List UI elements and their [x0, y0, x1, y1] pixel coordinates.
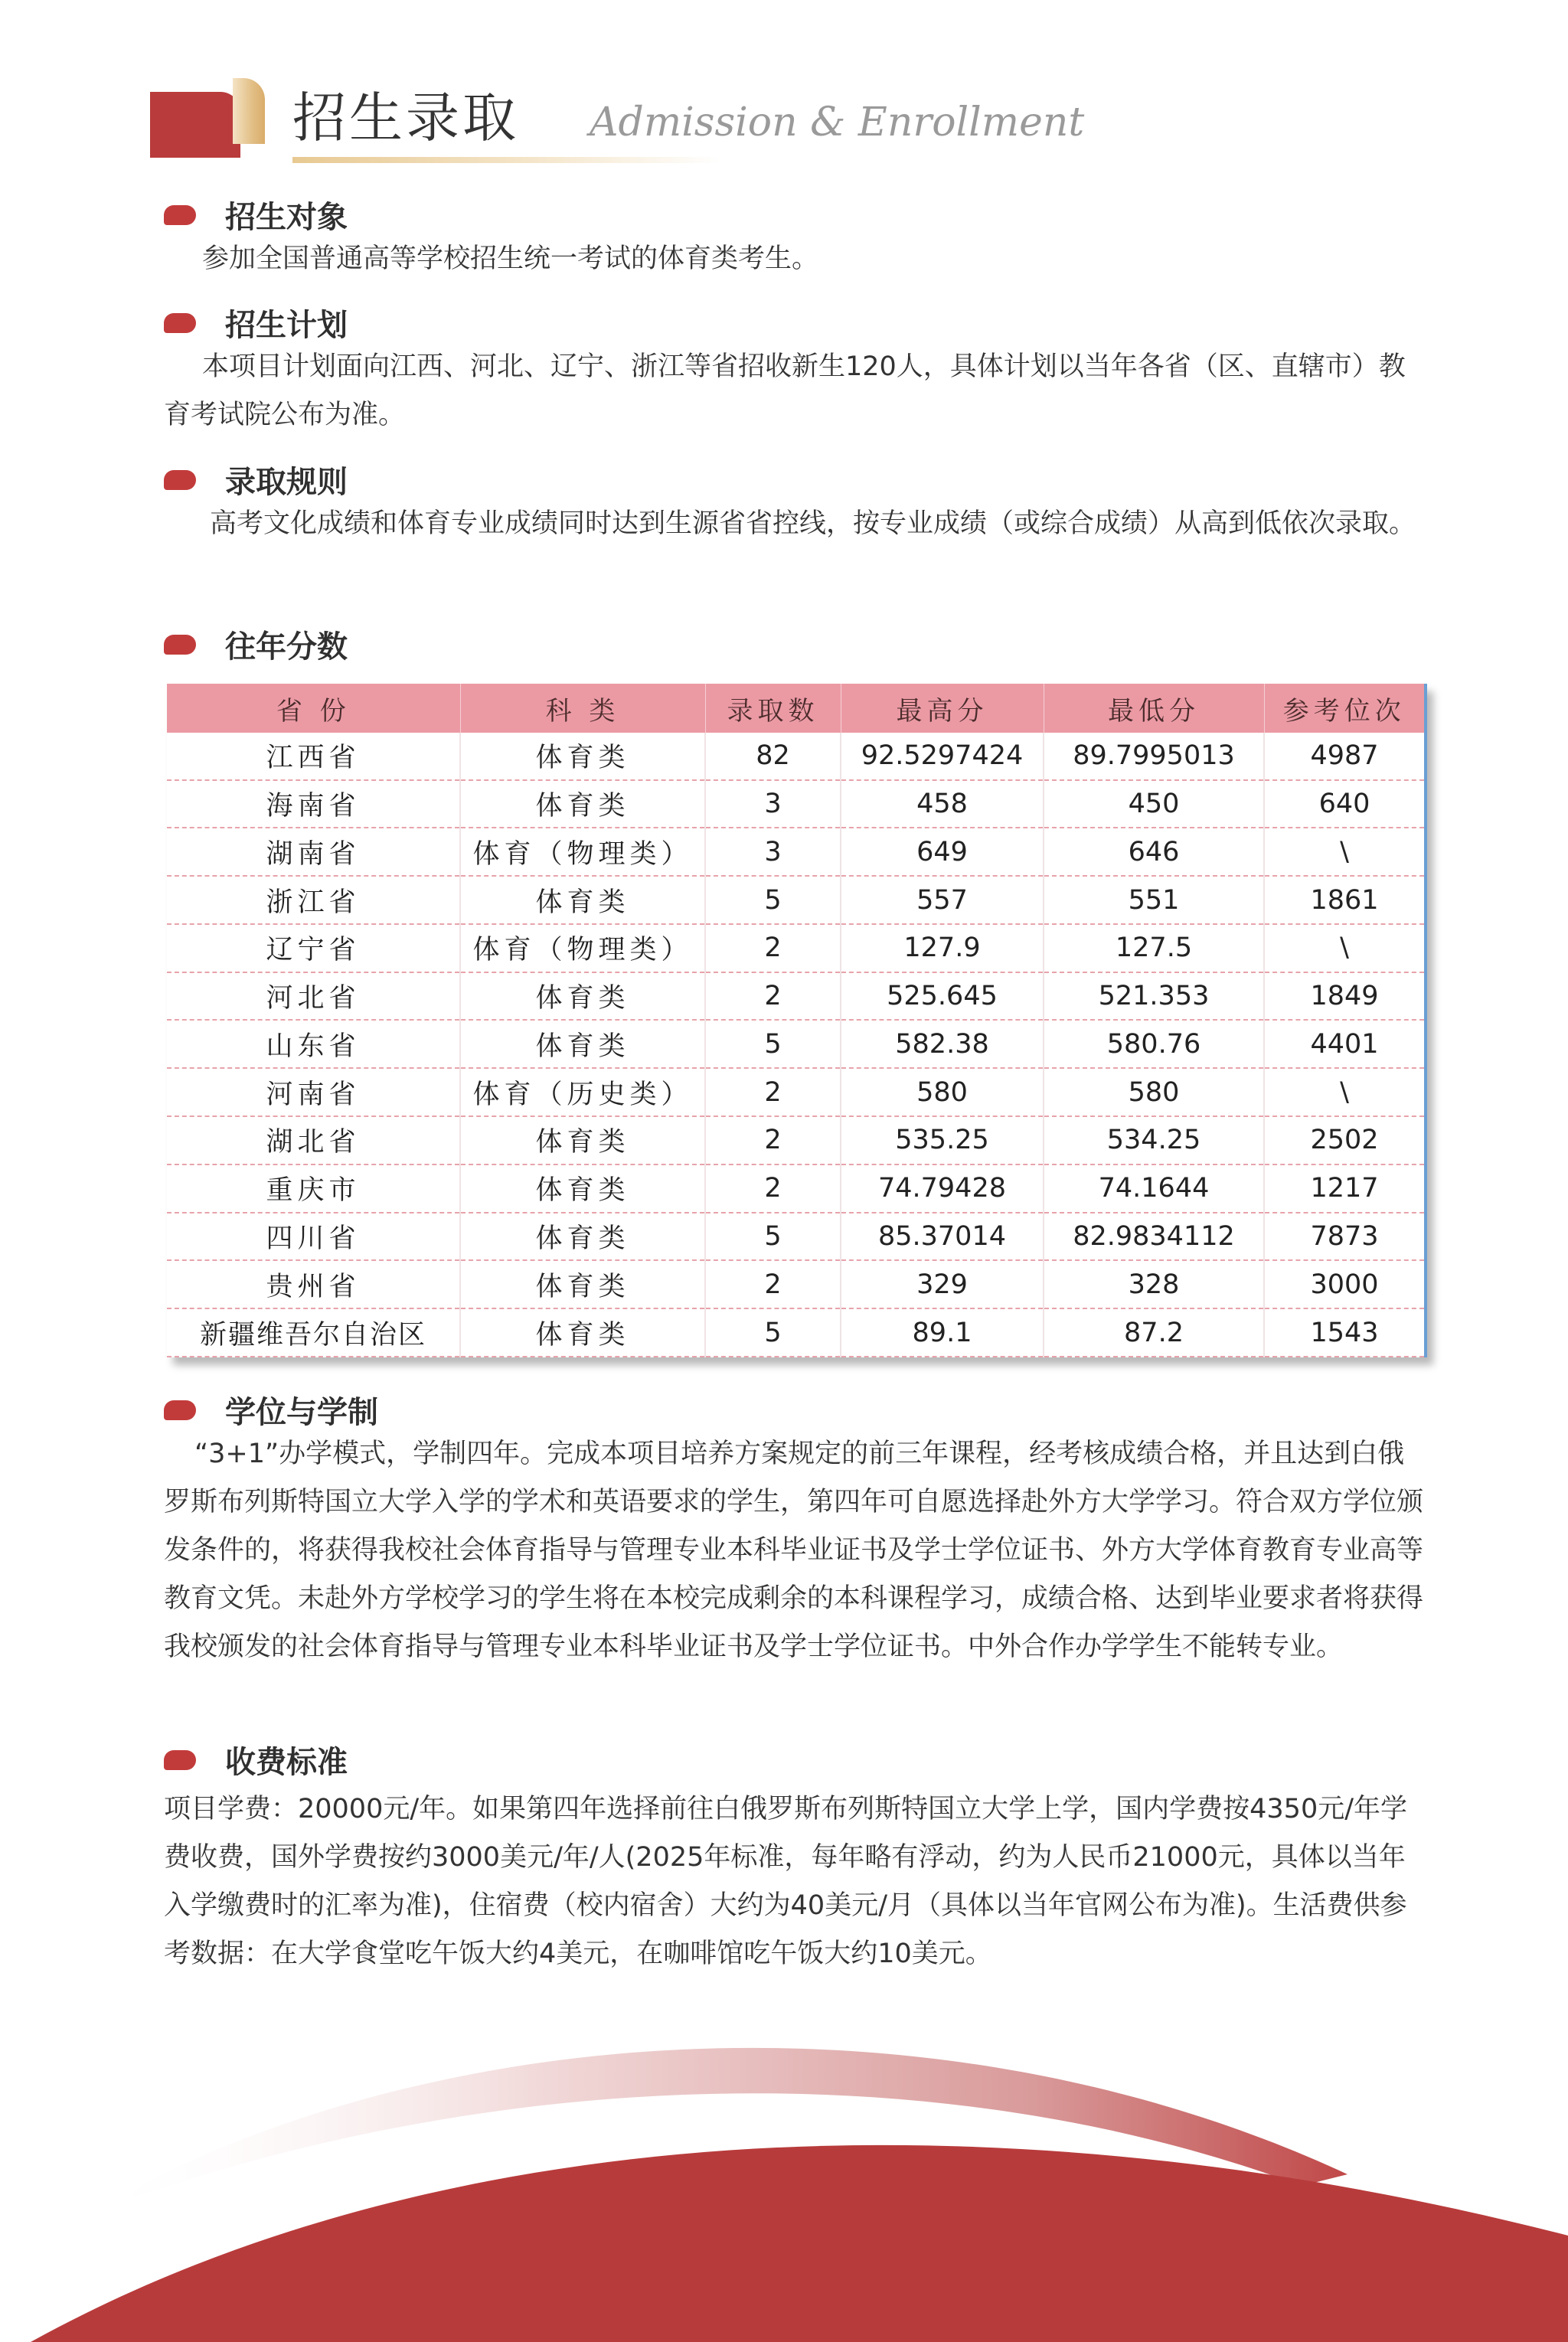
cell-min-score: 82.9834112 — [1044, 1213, 1264, 1261]
cell-rank: 1849 — [1264, 972, 1424, 1021]
table-row — [167, 1068, 1424, 1116]
cell-admitted: 5 — [705, 1020, 841, 1068]
cell-province: 湖南省 — [167, 828, 460, 876]
page-title: 招生录取 — [292, 87, 519, 149]
cell-province: 贵州省 — [167, 1260, 460, 1308]
cell-province: 山东省 — [167, 1020, 460, 1068]
cell-admitted: 2 — [705, 1116, 841, 1164]
cell-max-score: 580 — [841, 1068, 1044, 1116]
cell-rank: \ — [1264, 1068, 1424, 1116]
cell-rank: 2502 — [1264, 1116, 1424, 1164]
fees-text: 项目学费：20000元/年。如果第四年选择前往白俄罗斯布列斯特国立大学上学，国内学费按4350元/年学费收费，国外学费按约3000美元/年/人(2025年标准，每年略有浮动，约为人民币21000元，具体以当年入学缴费时的汇率为准)，住宿费（校内宿舍）大约为40美元/月（具体以当年官网公布为准)。生活费供参考数据：在大学食堂吃午饭大约4美元，在咖啡馆吃午饭大约10美元。 — [164, 1794, 1408, 1969]
cell-category: 体育类 — [460, 1260, 705, 1308]
table-row — [167, 972, 1424, 1021]
cell-category: 体育类 — [460, 876, 705, 924]
bullet-icon — [164, 470, 196, 490]
cell-min-score: 580.76 — [1044, 1020, 1264, 1068]
section-title: 招生计划 — [225, 308, 348, 343]
plan-text: 本项目计划面向江西、河北、辽宁、浙江等省招收新生120人，具体计划以当年各省（区、直辖市）教育考试院公布为准。 — [164, 351, 1406, 430]
table-row — [167, 1308, 1424, 1357]
cell-rank: 4401 — [1264, 1020, 1424, 1068]
cell-min-score: 127.5 — [1044, 924, 1264, 972]
cell-rank: \ — [1264, 924, 1424, 972]
cell-rank: 1861 — [1264, 876, 1424, 924]
degree-text: “3+1”办学模式，学制四年。完成本项目培养方案规定的前三年课程，经考核成绩合格，并且达到白俄罗斯布列斯特国立大学入学的学术和英语要求的学生，第四年可自愿选择赴外方大学学习。符合双方学位颁发条件的，将获得我校社会体育指导与管理专业本科毕业证书及学士学位证书、外方大学体育教育专业高等教育文凭。未赴外方学校学习的学生将在本校完成剩余的本科课程学习，成绩合格、达到毕业要求者将获得我校颁发的社会体育指导与管理专业本科毕业证书及学士学位证书。中外合作办学学生不能转专业。 — [164, 1439, 1424, 1662]
table-row — [167, 780, 1424, 828]
cell-category: 体育类 — [460, 780, 705, 828]
cell-province: 海南省 — [167, 780, 460, 828]
cell-admitted: 2 — [705, 972, 841, 1021]
table-row — [167, 1116, 1424, 1164]
cell-rank: \ — [1264, 828, 1424, 876]
table-row — [167, 1020, 1424, 1068]
section-scores — [164, 622, 348, 666]
bullet-icon — [164, 1400, 196, 1420]
cell-max-score: 92.5297424 — [841, 733, 1044, 780]
section-plan — [164, 301, 348, 345]
table-header-row — [167, 684, 1424, 733]
cell-rank: 4987 — [1264, 733, 1424, 780]
cell-category: 体育类 — [460, 1116, 705, 1164]
bullet-icon — [164, 313, 196, 333]
cell-admitted: 2 — [705, 1068, 841, 1116]
header-rank: 参考位次 — [1264, 684, 1424, 733]
title-underline — [292, 157, 721, 163]
cell-max-score: 458 — [841, 780, 1044, 828]
table-row — [167, 924, 1424, 972]
table-row — [167, 828, 1424, 876]
bottom-wave-decoration — [0, 1983, 1568, 2342]
section-title: 学位与学制 — [225, 1395, 378, 1430]
header-admitted: 录取数 — [705, 684, 841, 733]
cell-admitted: 2 — [705, 924, 841, 972]
cell-category: 体育类 — [460, 1164, 705, 1213]
cell-province: 浙江省 — [167, 876, 460, 924]
cell-rank: 1543 — [1264, 1308, 1424, 1357]
header-category: 科 类 — [460, 684, 705, 733]
cell-max-score: 74.79428 — [841, 1164, 1044, 1213]
cell-max-score: 649 — [841, 828, 1044, 876]
section-fees — [164, 1738, 348, 1782]
section-target — [164, 193, 348, 237]
bullet-icon — [164, 1750, 196, 1770]
cell-max-score: 557 — [841, 876, 1044, 924]
scores-table — [167, 684, 1427, 1357]
cell-min-score: 521.353 — [1044, 972, 1264, 1021]
cell-min-score: 87.2 — [1044, 1308, 1264, 1357]
cell-rank: 640 — [1264, 780, 1424, 828]
cell-province: 重庆市 — [167, 1164, 460, 1213]
cell-province: 新疆维吾尔自治区 — [167, 1308, 460, 1357]
cell-category: 体育类 — [460, 1020, 705, 1068]
table-row — [167, 1260, 1424, 1308]
section-title: 收费标准 — [225, 1745, 348, 1780]
cell-min-score: 328 — [1044, 1260, 1264, 1308]
cell-min-score: 551 — [1044, 876, 1264, 924]
cell-admitted: 2 — [705, 1164, 841, 1213]
cell-province: 湖北省 — [167, 1116, 460, 1164]
cell-min-score: 89.7995013 — [1044, 733, 1264, 780]
cell-category: 体育类 — [460, 1213, 705, 1261]
cell-admitted: 5 — [705, 1213, 841, 1261]
section-rules — [164, 458, 348, 501]
cell-admitted: 5 — [705, 1308, 841, 1357]
cell-rank: 7873 — [1264, 1213, 1424, 1261]
header-max-score: 最高分 — [841, 684, 1044, 733]
cell-max-score: 582.38 — [841, 1020, 1044, 1068]
cell-max-score: 525.645 — [841, 972, 1044, 1021]
cell-rank: 1217 — [1264, 1164, 1424, 1213]
table-row — [167, 876, 1424, 924]
cell-admitted: 82 — [705, 733, 841, 780]
cell-min-score: 534.25 — [1044, 1116, 1264, 1164]
header-decoration — [150, 78, 265, 158]
cell-max-score: 329 — [841, 1260, 1044, 1308]
cell-admitted: 3 — [705, 828, 841, 876]
cell-province: 河北省 — [167, 972, 460, 1021]
cell-category: 体育（物理类） — [460, 924, 705, 972]
cell-category: 体育（物理类） — [460, 828, 705, 876]
cell-min-score: 450 — [1044, 780, 1264, 828]
section-title: 录取规则 — [225, 465, 348, 500]
bullet-icon — [164, 205, 196, 225]
cell-category: 体育类 — [460, 972, 705, 1021]
bullet-icon — [164, 635, 196, 655]
header-province: 省 份 — [167, 684, 460, 733]
cell-max-score: 127.9 — [841, 924, 1044, 972]
page-title-en: Admission & Enrollment — [590, 100, 1085, 145]
cell-province: 江西省 — [167, 733, 460, 780]
table-row — [167, 1213, 1424, 1261]
cell-admitted: 3 — [705, 780, 841, 828]
cell-province: 河南省 — [167, 1068, 460, 1116]
cell-min-score: 646 — [1044, 828, 1264, 876]
header-min-score: 最低分 — [1044, 684, 1264, 733]
target-text: 参加全国普通高等学校招生统一考试的体育类考生。 — [202, 243, 819, 274]
cell-category: 体育（历史类） — [460, 1068, 705, 1116]
cell-category: 体育类 — [460, 1308, 705, 1357]
cell-max-score: 535.25 — [841, 1116, 1044, 1164]
cell-admitted: 2 — [705, 1260, 841, 1308]
cell-max-score: 89.1 — [841, 1308, 1044, 1357]
cell-min-score: 580 — [1044, 1068, 1264, 1116]
table-row — [167, 1164, 1424, 1213]
cell-max-score: 85.37014 — [841, 1213, 1044, 1261]
cell-category: 体育类 — [460, 733, 705, 780]
table-row — [167, 733, 1424, 780]
cell-min-score: 74.1644 — [1044, 1164, 1264, 1213]
cell-province: 辽宁省 — [167, 924, 460, 972]
rules-text: 高考文化成绩和体育专业成绩同时达到生源省省控线，按专业成绩（或综合成绩）从高到低依次录取。 — [210, 508, 1416, 539]
section-degree — [164, 1388, 378, 1432]
section-title: 往年分数 — [225, 629, 348, 665]
cell-province: 四川省 — [167, 1213, 460, 1261]
cell-rank: 3000 — [1264, 1260, 1424, 1308]
section-title: 招生对象 — [225, 200, 348, 235]
cell-admitted: 5 — [705, 876, 841, 924]
